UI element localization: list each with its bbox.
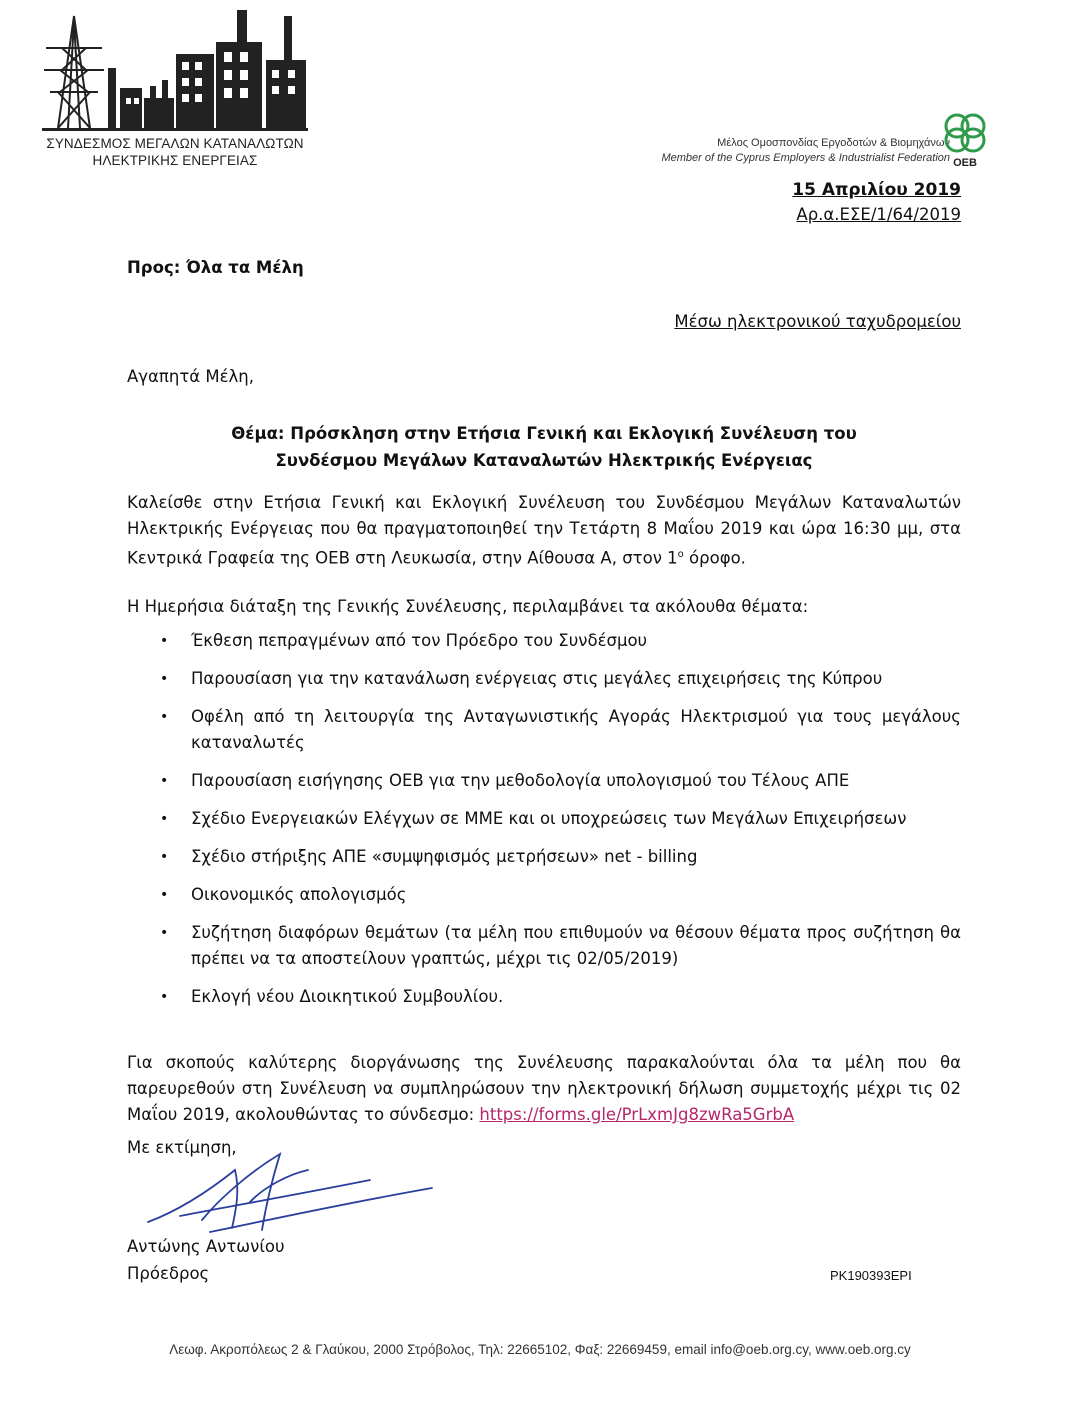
letter-reference: Αρ.α.ΕΣΕ/1/64/2019: [796, 205, 961, 224]
signer-title: Πρόεδρος: [127, 1264, 210, 1283]
organization-logo: [40, 8, 310, 168]
agenda-item: • Έκθεση πεπραγμένων από τον Πρόεδρο του Συνδέσμου: [127, 628, 961, 654]
oeb-knot-icon: [935, 108, 995, 168]
letter-date: 15 Απριλίου 2019: [792, 180, 961, 200]
intro-paragraph: [127, 490, 961, 572]
intro-superscript: ο: [677, 549, 684, 560]
subject-line2: Συνδέσμου Μεγάλων Καταναλωτών Ηλεκτρικής Ενέργειας: [275, 451, 813, 470]
bullet-icon: •: [160, 849, 169, 865]
closing-paragraph: [127, 1050, 961, 1128]
signer-name: Αντώνης Αντωνίου: [127, 1237, 285, 1256]
subject-line1: Θέμα: Πρόσκληση στην Ετήσια Γενική και Εκλογική Συνέλευση του: [231, 424, 857, 443]
agenda-intro: Η Ημερήσια διάταξη της Γενικής Συνέλευσης, περιλαμβάνει τα ακόλουθα θέματα:: [127, 597, 809, 616]
bullet-icon: •: [160, 633, 169, 649]
agenda-item: • Παρουσίαση εισήγησης ΟΕΒ για την μεθοδολογία υπολογισμού του Τέλους ΑΠΕ: [127, 768, 961, 794]
membership-note: [661, 136, 950, 166]
bullet-icon: •: [160, 887, 169, 903]
intro-text: Καλείσθε στην Ετήσια Γενική και Εκλογική Συνέλευση του Συνδέσμου Μεγάλων Καταναλωτών Ηλεκτρικής Ενέργειας που θα πραγματοποιηθεί την Τετάρτη 8 Μαΐου 2019 και ώρα 16:30 μμ, στα Κεντρικά Γραφεία της ΟΕΒ στη Λευκωσία, στην Αίθουσα Α, στον 1: [127, 493, 961, 568]
intro-text-end: όροφο.: [683, 548, 746, 568]
bullet-icon: •: [160, 925, 169, 941]
oeb-logo-text: OEB: [953, 157, 977, 168]
recipient-line: Προς: Όλα τα Μέλη: [127, 258, 304, 277]
org-name-line1: ΣΥΝΔΕΣΜΟΣ ΜΕΓΑΛΩΝ ΚΑΤΑΝΑΛΩΤΩΝ: [46, 136, 304, 151]
org-name-line2: ΗΛΕΚΤΡΙΚΗΣ ΕΝΕΡΓΕΙΑΣ: [92, 153, 258, 168]
agenda-item: • Σχέδιο Ενεργειακών Ελέγχων σε ΜΜΕ και οι υποχρεώσεις των Μεγάλων Επιχειρήσεων: [127, 806, 961, 832]
registration-link[interactable]: https://forms.gle/PrLxmJg8zwRa5GrbA: [479, 1105, 795, 1124]
bullet-icon: •: [160, 671, 169, 687]
agenda-list: [127, 628, 961, 1010]
bullet-icon: •: [160, 709, 169, 725]
agenda-item: • Εκλογή νέου Διοικητικού Συμβουλίου.: [127, 984, 961, 1010]
membership-greek: Μέλος Ομοσπονδίας Εργοδοτών & Βιομηχάνων: [717, 137, 950, 149]
greeting: Αγαπητά Μέλη,: [127, 367, 254, 386]
handwritten-signature: [140, 1150, 440, 1240]
footer-address: Λεωφ. Ακροπόλεως 2 & Γλαύκου, 2000 Στρόβολος, Τηλ: 22665102, Φαξ: 22669459, email info@oeb.org.cy, www.oeb.org.cy: [169, 1342, 911, 1357]
bullet-icon: •: [160, 773, 169, 789]
agenda-item: • Οικονομικός απολογισμός: [127, 882, 961, 908]
regards: Με εκτίμηση,: [127, 1138, 237, 1157]
document-code: PK190393EPI: [830, 1268, 912, 1283]
agenda-item: • Σχέδιο στήριξης ΑΠΕ «συμψηφισμός μετρήσεων» net - billing: [127, 844, 961, 870]
oeb-logo: [935, 108, 995, 168]
closing-text: Για σκοπούς καλύτερης διοργάνωσης της Συνέλευσης παρακαλούνται όλα τα μέλη που θα παρευρεθούν στη Συνέλευση να συμπληρώσουν την ηλεκτρονική δήλωση συμμετοχής μέχρι τις 02 Μαΐου 2019, ακολουθώντας το σύνδεσμο:: [127, 1053, 961, 1124]
agenda-item: • Παρουσίαση για την κατανάλωση ενέργειας στις μεγάλες επιχειρήσεις της Κύπρου: [127, 666, 961, 692]
agenda-item: • Οφέλη από τη λειτουργία της Ανταγωνιστικής Αγοράς Ηλεκτρισμού για τους μεγάλους καταναλωτές: [127, 704, 961, 756]
power-plant-logo-graphic: [40, 8, 310, 133]
subject: [127, 420, 961, 474]
delivery-method: Μέσω ηλεκτρονικού ταχυδρομείου: [674, 312, 961, 331]
bullet-icon: •: [160, 989, 169, 1005]
bullet-icon: •: [160, 811, 169, 827]
membership-english: Member of the Cyprus Employers & Industrialist Federation: [661, 152, 950, 164]
agenda-item: • Συζήτηση διαφόρων θεμάτων (τα μέλη που επιθυμούν να θέσουν θέματα προς συζήτηση θα πρέπει να τα αποστείλουν γραπτώς, μέχρι τις 02/05/2019): [127, 920, 961, 972]
